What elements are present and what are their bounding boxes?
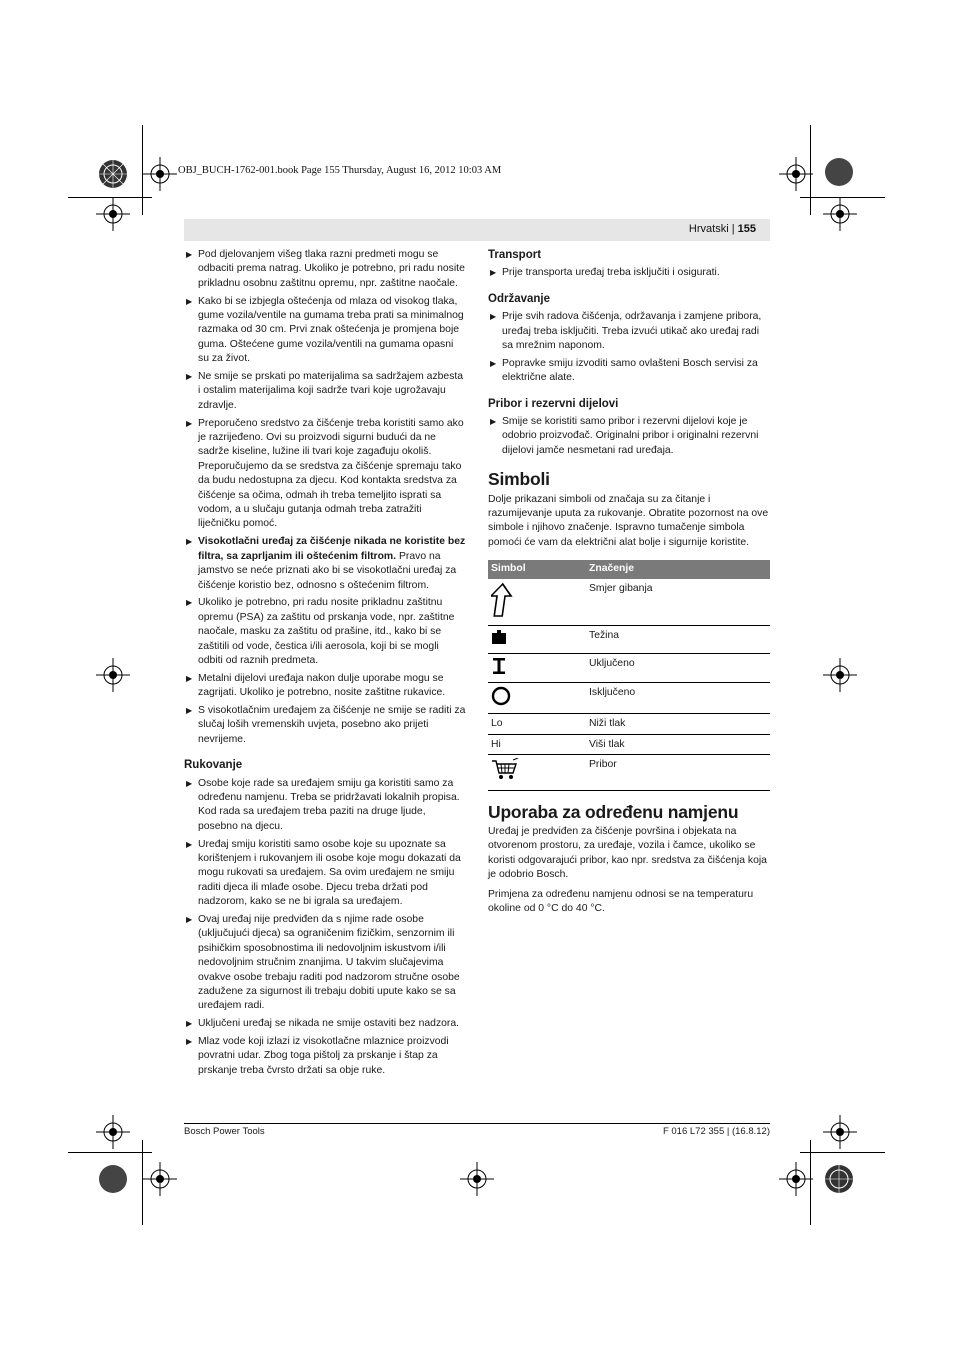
table-row xyxy=(488,579,770,626)
list-item: ▶ Metalni dijelovi uređaja nakon dulje uporabe mogu se zagrijati. Ukoliko je potrebno, nosite zaštitne rukavice. xyxy=(186,672,446,699)
registration-mark-icon xyxy=(96,1162,130,1196)
list-item: ▶ Uređaj smiju koristiti samo osobe koje su upoznate sa korištenjem i rukovanjem ili osobe koje mogu dokazati da mogu rukovati sa uređajem. Sa ovim uređajem ne smiju raditi djeca ili mlađe osobe. Djecu treba držati pod nadzorom, kako se ne bi igrala sa uređajem. xyxy=(186,838,461,908)
section-heading-transport: Transport xyxy=(488,249,542,261)
registration-mark-icon xyxy=(779,157,813,191)
list-item: ▶ Prije transporta uređaj treba isključiti i osigurati. xyxy=(488,266,770,280)
registration-mark-icon xyxy=(822,1162,856,1196)
table-row xyxy=(488,755,770,790)
bullet-triangle-icon: ▶ xyxy=(186,673,193,683)
table-row xyxy=(488,653,770,682)
page-number: 155 xyxy=(737,223,756,235)
transport-list xyxy=(488,266,770,280)
meaning-cell: Težina xyxy=(586,626,770,653)
cart-icon xyxy=(491,758,519,782)
bullet-triangle-icon: ▶ xyxy=(186,914,193,924)
registration-mark-icon xyxy=(823,1115,857,1149)
table-header-symbol: Simbol xyxy=(488,560,586,578)
list-item: ▶ Kako bi se izbjegla oštećenja od mlaza od visokog tlaka, gume vozila/ventile na gumama treba prati sa minimalnog razmaka od 30 cm. Prvi znak oštećenja je promjena boje guma. Oštećene gume vozila/ventili na gumama opasni su za život. xyxy=(186,295,464,365)
rukovanje-list xyxy=(184,777,466,1079)
footer-doc-number: F 016 L72 355 | (16.8.12) xyxy=(662,1126,770,1137)
list-item: ▶ Ne smije se prskati po materijalima sa sadržajem azbesta i ostalim materijalima koji sadrže tvari koje ugrožavaju zdravlje. xyxy=(186,371,464,411)
registration-mark-icon xyxy=(822,155,856,189)
bullet-triangle-icon: ▶ xyxy=(186,1019,193,1029)
footer-brand: Bosch Power Tools xyxy=(184,1126,265,1137)
registration-mark-icon xyxy=(823,658,857,692)
registration-mark-icon xyxy=(143,157,177,191)
registration-mark-icon xyxy=(96,658,130,692)
crop-line xyxy=(800,1152,885,1153)
list-item: ▶ Ovaj uređaj nije predviđen da s njime rade osobe (uključujući djeca) sa ograničenim fizičkim, senzornim ili psihičkim sposobnostima ili nedovoljnim iskustvom i/ili nedovoljnim stručnim znanjima. U takvim slučajevima ovakve osobe trebaju raditi pod nadzorom stručne osobe zadužene za sigurnost ili trebaju dobiti upute kako se sa uređajem radi. xyxy=(186,913,460,1012)
pribor-list xyxy=(488,415,770,458)
list-item: ▶ Popravke smiju izvoditi samo ovlašteni Bosch servisi za električne alate. xyxy=(490,357,758,384)
bullet-triangle-icon: ▶ xyxy=(186,418,193,428)
symbols-table xyxy=(488,560,770,790)
list-item: ▶ Uključeni uređaj se nikada ne smije ostaviti bez nadzora. xyxy=(184,1017,466,1031)
section-heading-simboli: Simboli xyxy=(488,469,550,490)
symbol-cell xyxy=(488,653,586,682)
bullet-triangle-icon: ▶ xyxy=(490,417,497,427)
section-heading-pribor: Pribor i rezervni dijelovi xyxy=(488,397,619,410)
list-item: ▶ Prije svih radova čišćenja, održavanja i zamjene pribora, uređaj treba isključiti. Treba izvući utikač ako uređaj radi sa mrežnim naponom. xyxy=(490,311,762,352)
list-item: ▶ Osobe koje rade sa uređajem smiju ga koristiti samo za određenu namjenu. Treba se pridržavati lokalnih propisa. Kod rada sa uređajem treba paziti na druge ljude, posebno na djecu. xyxy=(186,777,460,832)
page-header xyxy=(184,219,770,241)
bullet-triangle-icon: ▶ xyxy=(490,268,497,278)
simboli-intro: Dolje prikazani simboli od značaja su za čitanje i razumijevanje uputa za rukovanje. Obratite pozornost na ove simbole i njihovo značenje. Ispravno tumačenje simbola pomoći će vam da električni alat bolje i sigurnije koristite. xyxy=(488,493,769,548)
registration-mark-icon xyxy=(460,1162,494,1196)
meaning-cell: Isključeno xyxy=(586,682,770,713)
header-text xyxy=(689,223,756,235)
uporaba-paragraph: Uređaj je predviđen za čišćenje površina i objekata na otvorenom prostoru, za uređaje, vozila i čamce, ukoliko se koristi odgovarajući pribor, kao npr. sredstva za čišćenja koja je odobrio Bosch. xyxy=(488,825,767,881)
bullet-triangle-icon: ▶ xyxy=(186,778,193,788)
registration-mark-icon xyxy=(96,1115,130,1149)
list-item: ▶ Pod djelovanjem višeg tlaka razni predmeti mogu se odbaciti prema natrag. Ukoliko je potrebno, pri radu nosite prikladnu osobnu zaštitnu opremu, npr. zaštitne naočale. xyxy=(186,249,465,289)
bullet-triangle-icon: ▶ xyxy=(186,705,193,715)
list-item: ▶ Preporučeno sredstvo za čišćenje treba koristiti samo ako je razrijeđeno. Ovi su proizvodi sigurni budući da ne sadrže kiseline, lužine ili tvari koje zagađuju okoliš. Preporučujemo da se sredstva za čišćenje spremaju tako da budu nedostupna za djecu. Kod kontakta sredstva za čišćenje sa očima, odmah ih treba temeljito isprati sa vodom, a u slučaju gutanja odmah treba zatražiti liječničku pomoć. xyxy=(186,417,464,530)
symbol-cell xyxy=(488,755,586,790)
section-heading-uporaba: Uporaba za određenu namjenu xyxy=(488,801,739,822)
registration-mark-icon xyxy=(779,1162,813,1196)
print-info-line: OBJ_BUCH-1762-001.book Page 155 Thursday, August 16, 2012 10:03 AM xyxy=(178,165,502,176)
weight-icon xyxy=(491,629,507,645)
symbol-cell xyxy=(488,682,586,713)
bullet-triangle-icon: ▶ xyxy=(186,296,193,306)
symbol-cell: Hi xyxy=(488,734,586,754)
list-item: ▶ Ukoliko je potrebno, pri radu nosite prikladnu zaštitnu opremu (PSA) za zaštitu od prskanja vode, npr. zaštitne naočale, masku za zaštitu od prašine, itd., kako bi se zaštitili od vode, čestica i/ili aerosola, koji bi se mogli odbiti od raznih predmeta. xyxy=(186,597,455,666)
header-separator: | xyxy=(728,223,738,235)
bullet-triangle-icon: ▶ xyxy=(490,312,497,322)
bullet-triangle-icon: ▶ xyxy=(186,250,193,259)
meaning-cell: Smjer gibanja xyxy=(586,579,770,626)
bold-warning: Visokotlačni uređaj za čišćenje nikada ne koristite bez filtra, sa zaprljanim ili oštećenim filtrom. xyxy=(198,536,466,562)
power-on-icon xyxy=(491,657,507,675)
list-item: ▶ S visokotlačnim uređajem za čišćenje ne smije se raditi za slučaj loših vremenskih uvjeta, posebno ako prijeti nevrijeme. xyxy=(186,704,466,745)
bullet-triangle-icon: ▶ xyxy=(490,358,497,368)
uporaba-paragraph: Primjena za određenu namjenu odnosi se na temperaturu okoline od 0 °C do 40 °C. xyxy=(488,888,754,914)
crop-line xyxy=(68,1152,152,1153)
table-row xyxy=(488,626,770,653)
power-off-icon xyxy=(491,686,511,706)
meaning-cell: Viši tlak xyxy=(586,734,770,754)
bullet-triangle-icon: ▶ xyxy=(186,1037,193,1047)
bullet-triangle-icon: ▶ xyxy=(186,372,193,382)
section-heading-rukovanje: Rukovanje xyxy=(184,759,243,772)
right-column xyxy=(488,248,770,921)
registration-mark-icon xyxy=(823,197,857,231)
bullet-triangle-icon: ▶ xyxy=(186,598,193,608)
table-row xyxy=(488,714,770,734)
table-header-row xyxy=(488,560,770,578)
list-item: ▶ Visokotlačni uređaj za čišćenje nikada ne koristite bez filtra, sa zaprljanim ili oštećenim filtrom. Pravo na jamstvo se neće priznati ako bi se visokotlačni uređaj za čišćenje koristio bez, odnosno s oštećenim filtrom. xyxy=(186,536,466,591)
left-column xyxy=(184,248,466,1082)
meaning-cell: Niži tlak xyxy=(586,714,770,734)
safety-list xyxy=(184,248,466,747)
direction-arrow-icon xyxy=(491,582,515,618)
bullet-triangle-icon: ▶ xyxy=(186,537,193,547)
footer-divider xyxy=(184,1123,770,1124)
meaning-cell: Uključeno xyxy=(586,653,770,682)
table-header-meaning: Značenje xyxy=(586,560,770,578)
symbol-cell: Lo xyxy=(488,714,586,734)
list-item: ▶ Smije se koristiti samo pribor i rezervni dijelovi koje je odobrio proizvođač. Originalni pribor i originalni rezervni dijelovi jamče nesmetani rad uređaja. xyxy=(490,416,759,456)
registration-mark-icon xyxy=(96,157,130,191)
meaning-cell: Pribor xyxy=(586,755,770,790)
table-row xyxy=(488,734,770,754)
header-language: Hrvatski xyxy=(688,223,729,235)
bullet-triangle-icon: ▶ xyxy=(186,839,193,849)
list-item: ▶ Mlaz vode koji izlazi iz visokotlačne mlaznice proizvodi povratni udar. Zbog toga pištolj za prskanje i štap za prskanje treba čvrsto držati sa obje ruke. xyxy=(186,1036,449,1076)
registration-mark-icon xyxy=(96,197,130,231)
symbol-cell xyxy=(488,579,586,626)
registration-mark-icon xyxy=(143,1162,177,1196)
odrzavanje-list xyxy=(488,310,770,385)
symbol-cell xyxy=(488,626,586,653)
section-heading-odrzavanje: Održavanje xyxy=(488,292,550,305)
table-row xyxy=(488,682,770,713)
